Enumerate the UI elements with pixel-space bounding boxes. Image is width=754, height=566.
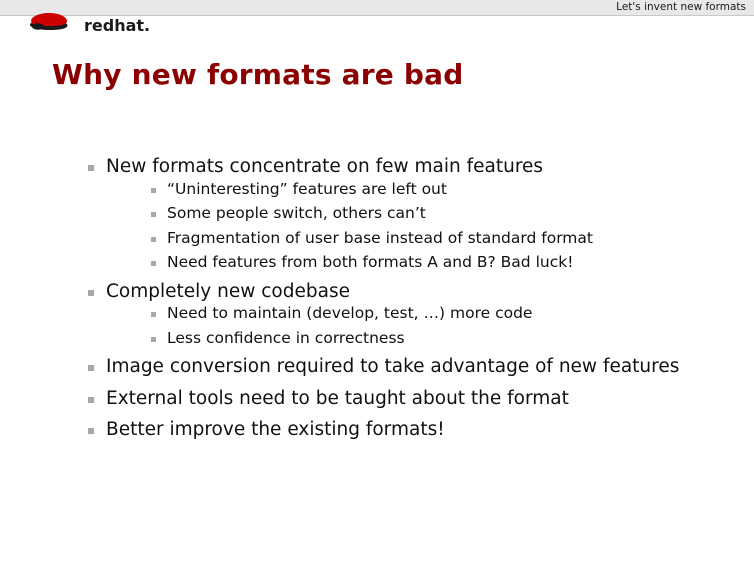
- list-item: [86, 421, 726, 445]
- list-item-label: New formats concentrate on few main features: [106, 156, 544, 177]
- list-item: [150, 328, 726, 351]
- bullet-square-icon: [151, 312, 156, 317]
- bullet-list-level1: [86, 158, 726, 445]
- bullet-square-icon: [151, 237, 156, 242]
- list-item: [86, 158, 726, 275]
- list-item-label: Need features from both formats A and B? Bad luck!: [167, 253, 574, 271]
- bullet-square-icon: [151, 212, 156, 217]
- list-item: [150, 206, 726, 226]
- list-item-label: Fragmentation of user base instead of standard format: [167, 228, 593, 247]
- bullet-square-icon: [88, 365, 94, 371]
- bullet-square-icon: [88, 428, 94, 434]
- bullet-square-icon: [88, 165, 94, 171]
- presentation-title: Let's invent new formats: [616, 1, 746, 13]
- bullet-list-level2: [150, 179, 726, 275]
- list-item: [150, 306, 726, 326]
- list-item: [150, 228, 726, 251]
- bullet-list-container: [86, 158, 726, 453]
- list-item: [150, 255, 726, 275]
- list-item-label: Less confidence in correctness: [167, 328, 405, 347]
- slide-title: Why new formats are bad: [52, 58, 464, 91]
- list-item-label: “Uninteresting” features are left out: [167, 179, 447, 198]
- list-item: [86, 280, 726, 351]
- bullet-list-level2: [150, 306, 726, 350]
- bullet-square-icon: [151, 261, 156, 266]
- list-item-label: Better improve the existing formats!: [106, 419, 445, 440]
- list-item: [86, 358, 726, 382]
- bullet-square-icon: [88, 397, 94, 403]
- bullet-square-icon: [151, 337, 156, 342]
- list-item-label: Image conversion required to take advantage of new features: [106, 356, 680, 377]
- redhat-logo: [22, 12, 152, 38]
- list-item-label: External tools need to be taught about the format: [106, 387, 569, 409]
- bullet-square-icon: [151, 188, 156, 193]
- list-item-label: Completely new codebase: [106, 280, 350, 302]
- list-item: [150, 179, 726, 202]
- list-item-label: Some people switch, others can’t: [167, 204, 426, 222]
- list-item: [86, 387, 726, 414]
- svg-text:redhat.: redhat.: [84, 16, 151, 35]
- list-item-label: Need to maintain (develop, test, …) more code: [167, 304, 533, 322]
- bullet-square-icon: [88, 290, 94, 296]
